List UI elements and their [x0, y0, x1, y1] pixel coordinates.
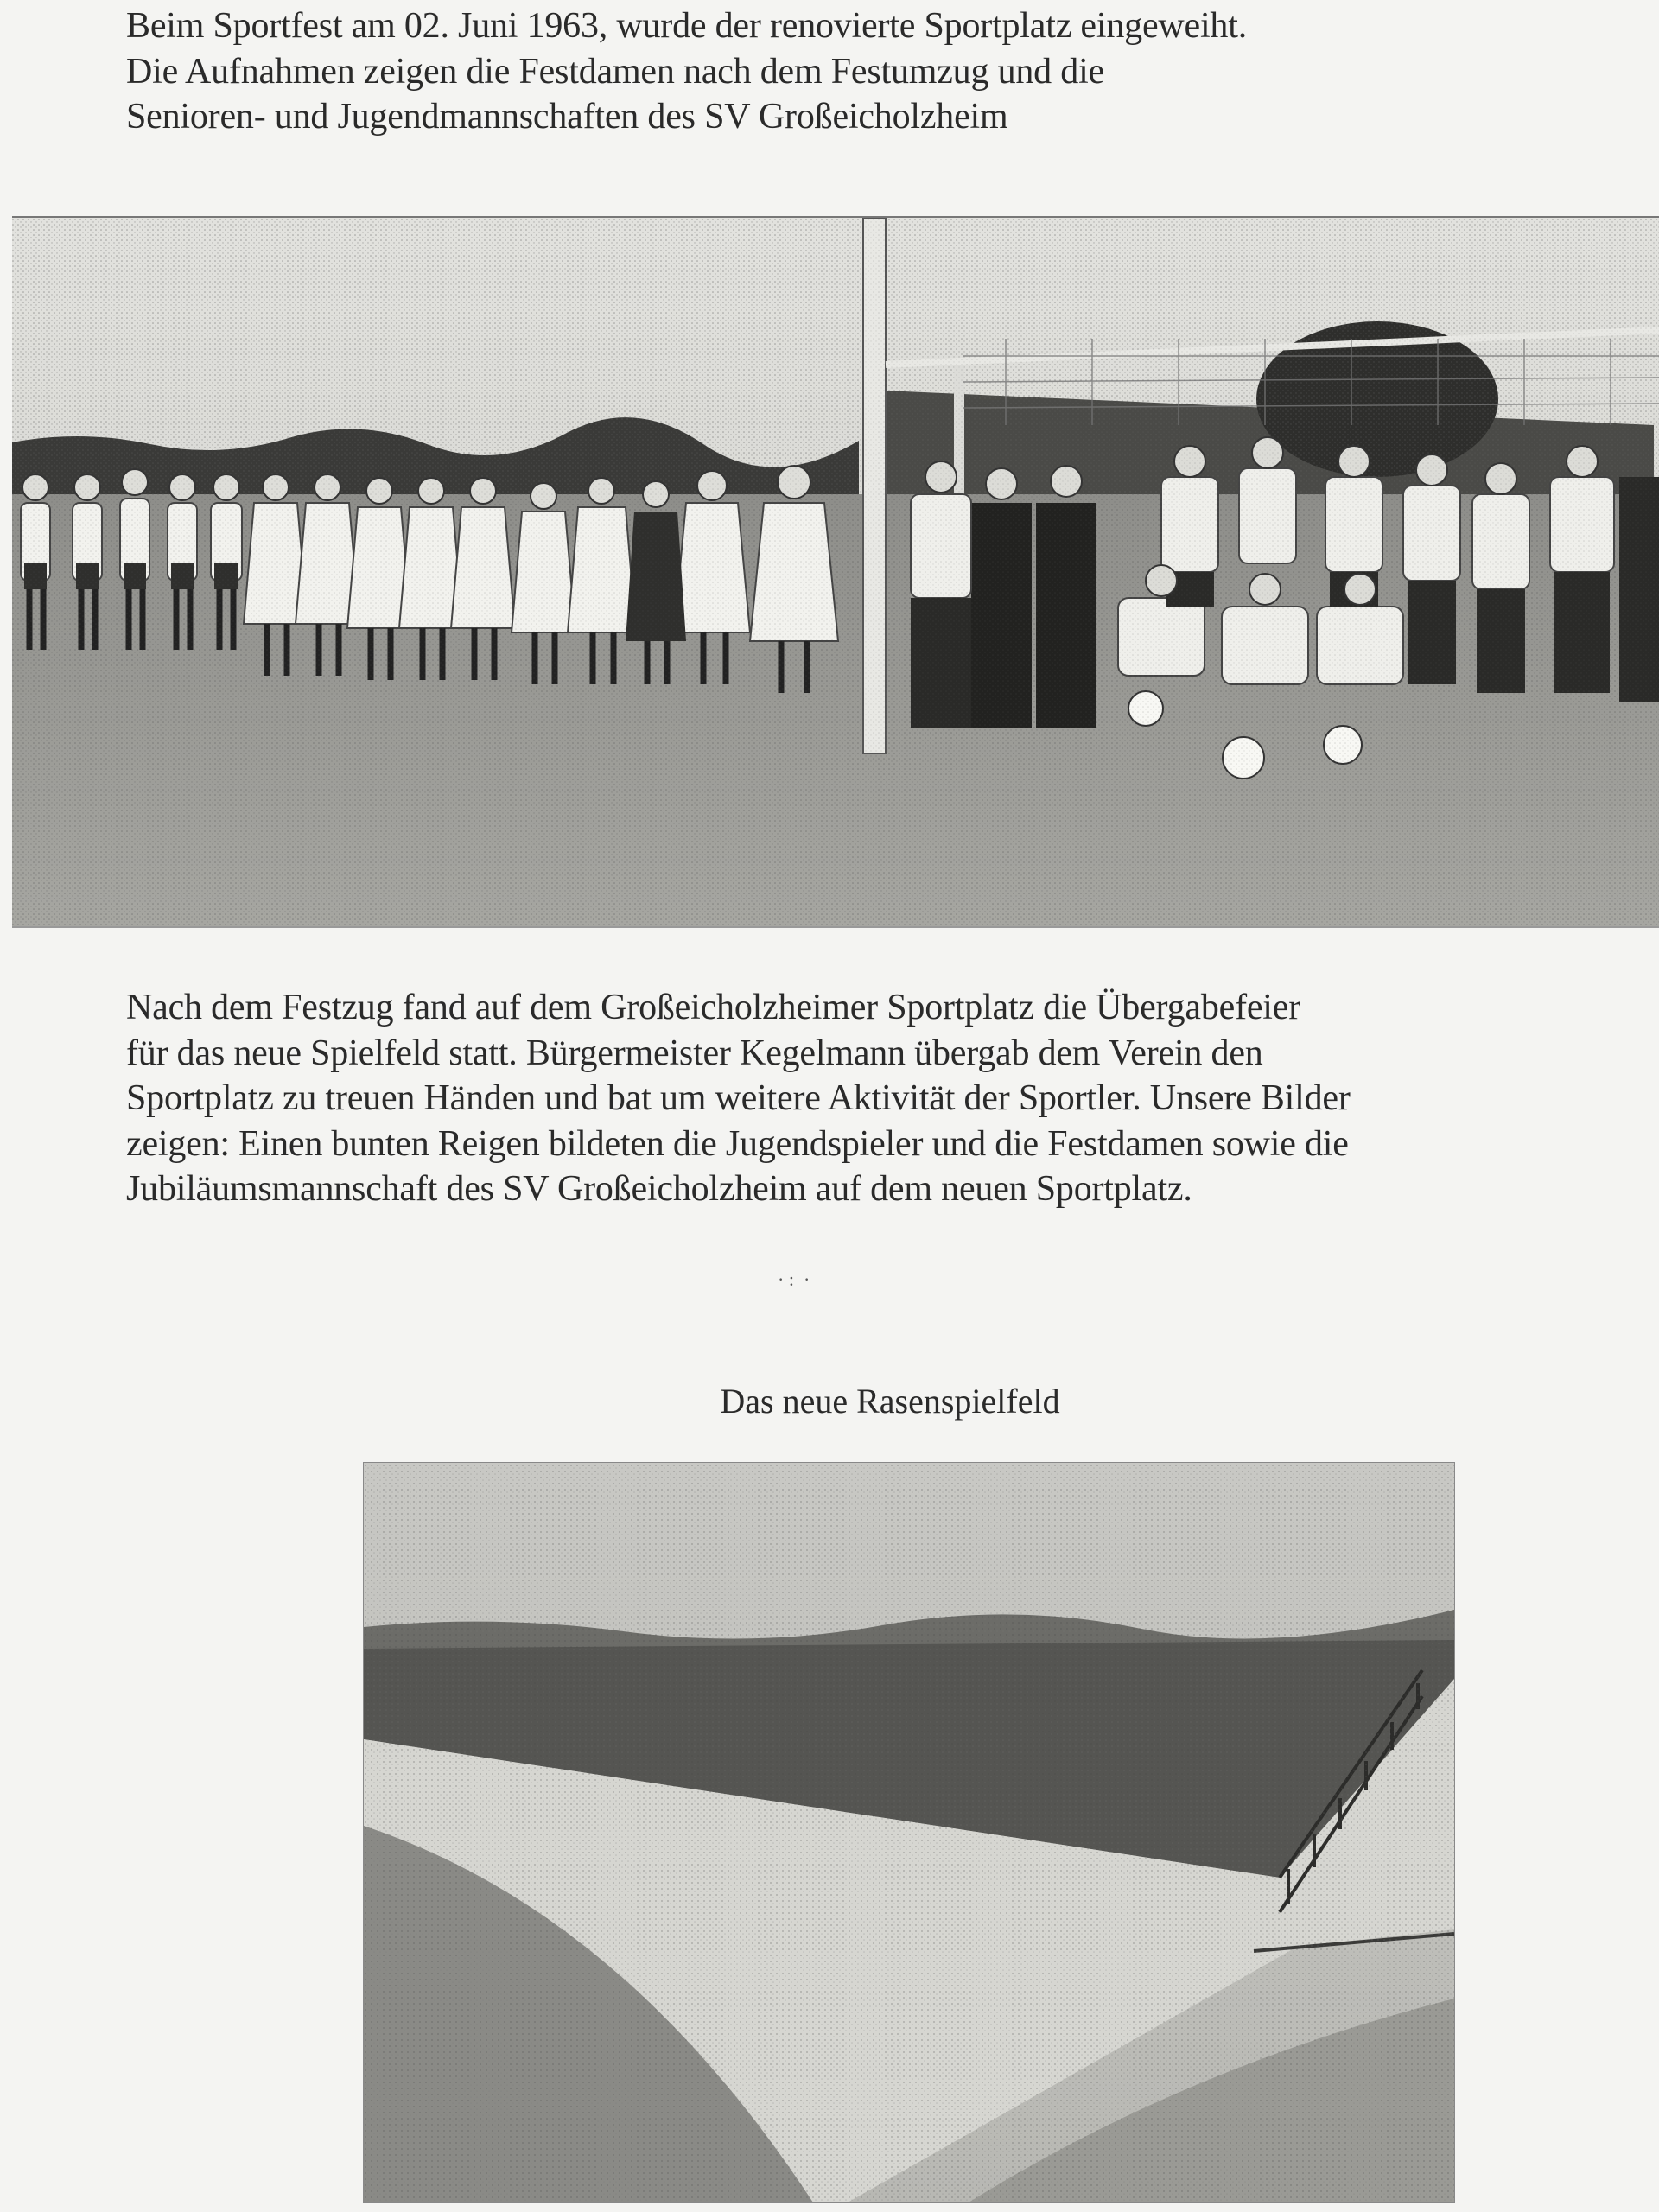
caption-middle-line: zeigen: Einen bunten Reigen bildeten die Jugendspieler und die Festdamen sowie die [126, 1123, 1349, 1164]
team-photo [12, 216, 1659, 928]
team-photo-image [12, 218, 1659, 926]
field-photo-title: Das neue Rasenspielfeld [720, 1382, 1060, 1421]
paper-specks: · : · [778, 1268, 810, 1290]
caption-top [126, 3, 1247, 140]
caption-middle [126, 985, 1351, 1212]
caption-top-line: Beim Sportfest am 02. Juni 1963, wurde der renovierte Sportplatz eingeweiht. [126, 6, 1247, 46]
caption-middle-line: für das neue Spielfeld statt. Bürgermeister Kegelmann übergab dem Verein den [126, 1033, 1263, 1073]
caption-middle-line: Nach dem Festzug fand auf dem Großeicholzheimer Sportplatz die Übergabefeier [126, 988, 1300, 1027]
caption-middle-line: Jubiläumsmannschaft des SV Großeicholzheim auf dem neuen Sportplatz. [126, 1169, 1192, 1209]
caption-top-line: Die Aufnahmen zeigen die Festdamen nach dem Festumzug und die [126, 51, 1104, 92]
field-photo-image [364, 1463, 1454, 2202]
field-photo [363, 1462, 1455, 2203]
caption-top-line: Senioren- und Jugendmannschaften des SV Großeicholzheim [126, 97, 1008, 137]
caption-middle-line: Sportplatz zu treuen Händen und bat um weitere Aktivität der Sportler. Unsere Bilder [126, 1078, 1351, 1118]
